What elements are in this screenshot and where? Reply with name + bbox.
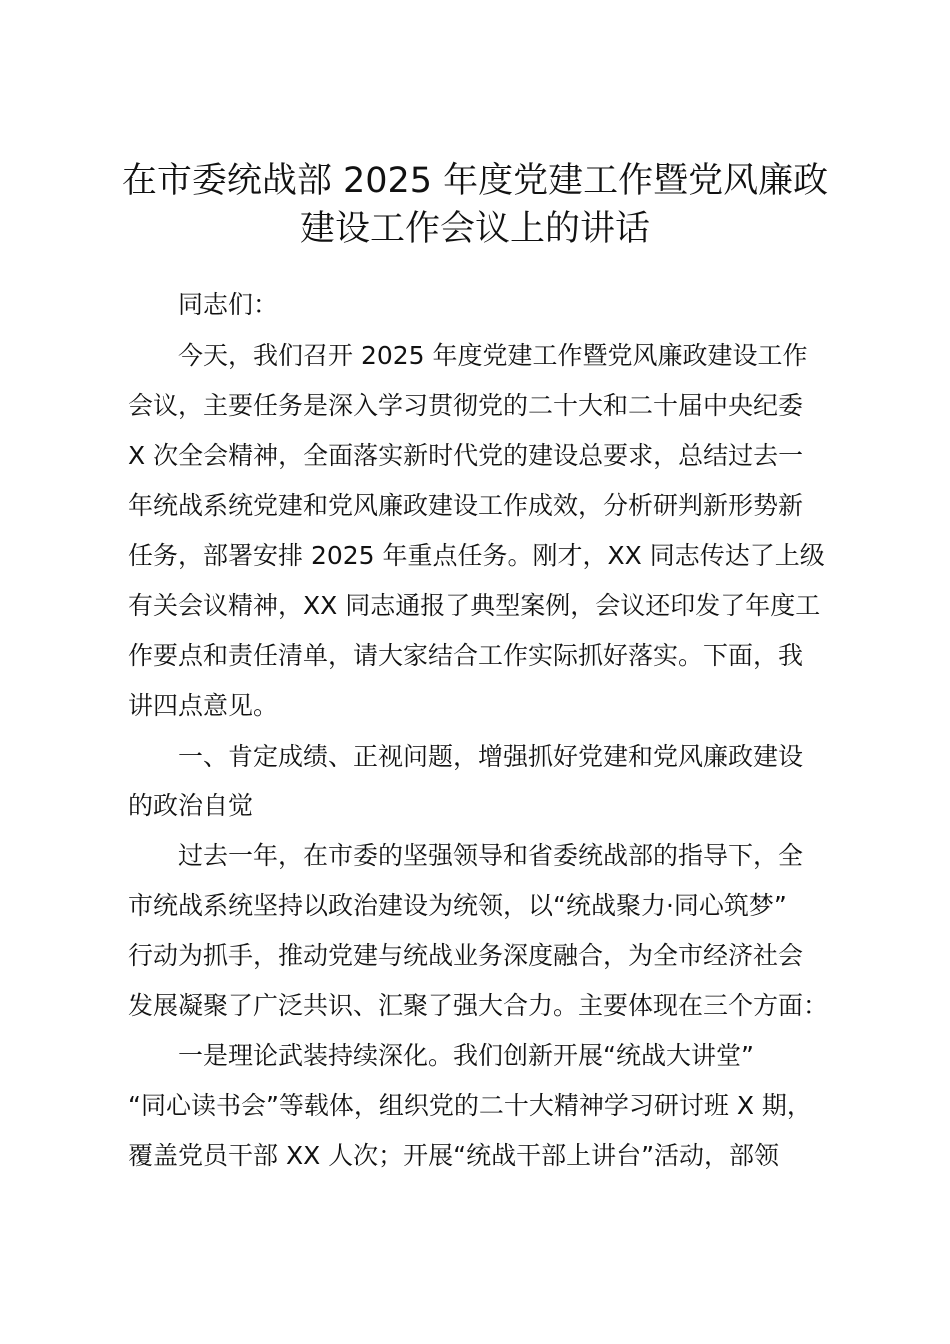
body-line: 市统战系统坚持以政治建设为统领，以“统战聚力·同心筑梦”	[128, 891, 787, 920]
body-line: “同心读书会”等载体，组织党的二十大精神学习研讨班 X 期，	[128, 1091, 812, 1120]
document-title-line-1: 在市委统战部 2025 年度党建工作暨党风廉政	[121, 161, 829, 201]
body-line: 行动为抓手，推动党建与统战业务深度融合，为全市经济社会	[128, 941, 804, 970]
salutation: 同志们：	[178, 290, 279, 319]
body-line: 过去一年，在市委的坚强领导和省委统战部的指导下，全	[178, 841, 804, 870]
body-line: 会议，主要任务是深入学习贯彻党的二十大和二十届中央纪委	[128, 391, 804, 420]
body-line: 年统战系统党建和党风廉政建设工作成效，分析研判新形势新	[128, 491, 804, 520]
body-line: 讲四点意见。	[128, 691, 279, 720]
body-line: 有关会议精神，XX 同志通报了典型案例，会议还印发了年度工	[128, 591, 821, 620]
body-line: 任务，部署安排 2025 年重点任务。刚才，XX 同志传达了上级	[128, 541, 825, 570]
section-heading-line: 一、肯定成绩、正视问题，增强抓好党建和党风廉政建设	[178, 742, 804, 771]
body-line: 作要点和责任清单，请大家结合工作实际抓好落实。下面，我	[128, 641, 804, 670]
body-line: 覆盖党员干部 XX 人次；开展“统战干部上讲台”活动，部领	[128, 1141, 780, 1170]
body-line: X 次全会精神，全面落实新时代党的建设总要求，总结过去一	[128, 441, 804, 470]
document-title-line-2: 建设工作会议上的讲话	[299, 209, 650, 249]
body-line: 今天，我们召开 2025 年度党建工作暨党风廉政建设工作	[178, 341, 808, 370]
section-heading-line: 的政治自觉	[128, 791, 254, 820]
body-line: 一是理论武装持续深化。我们创新开展“统战大讲堂”	[178, 1041, 754, 1070]
body-line: 发展凝聚了广泛共识、汇聚了强大合力。主要体现在三个方面：	[128, 991, 829, 1020]
